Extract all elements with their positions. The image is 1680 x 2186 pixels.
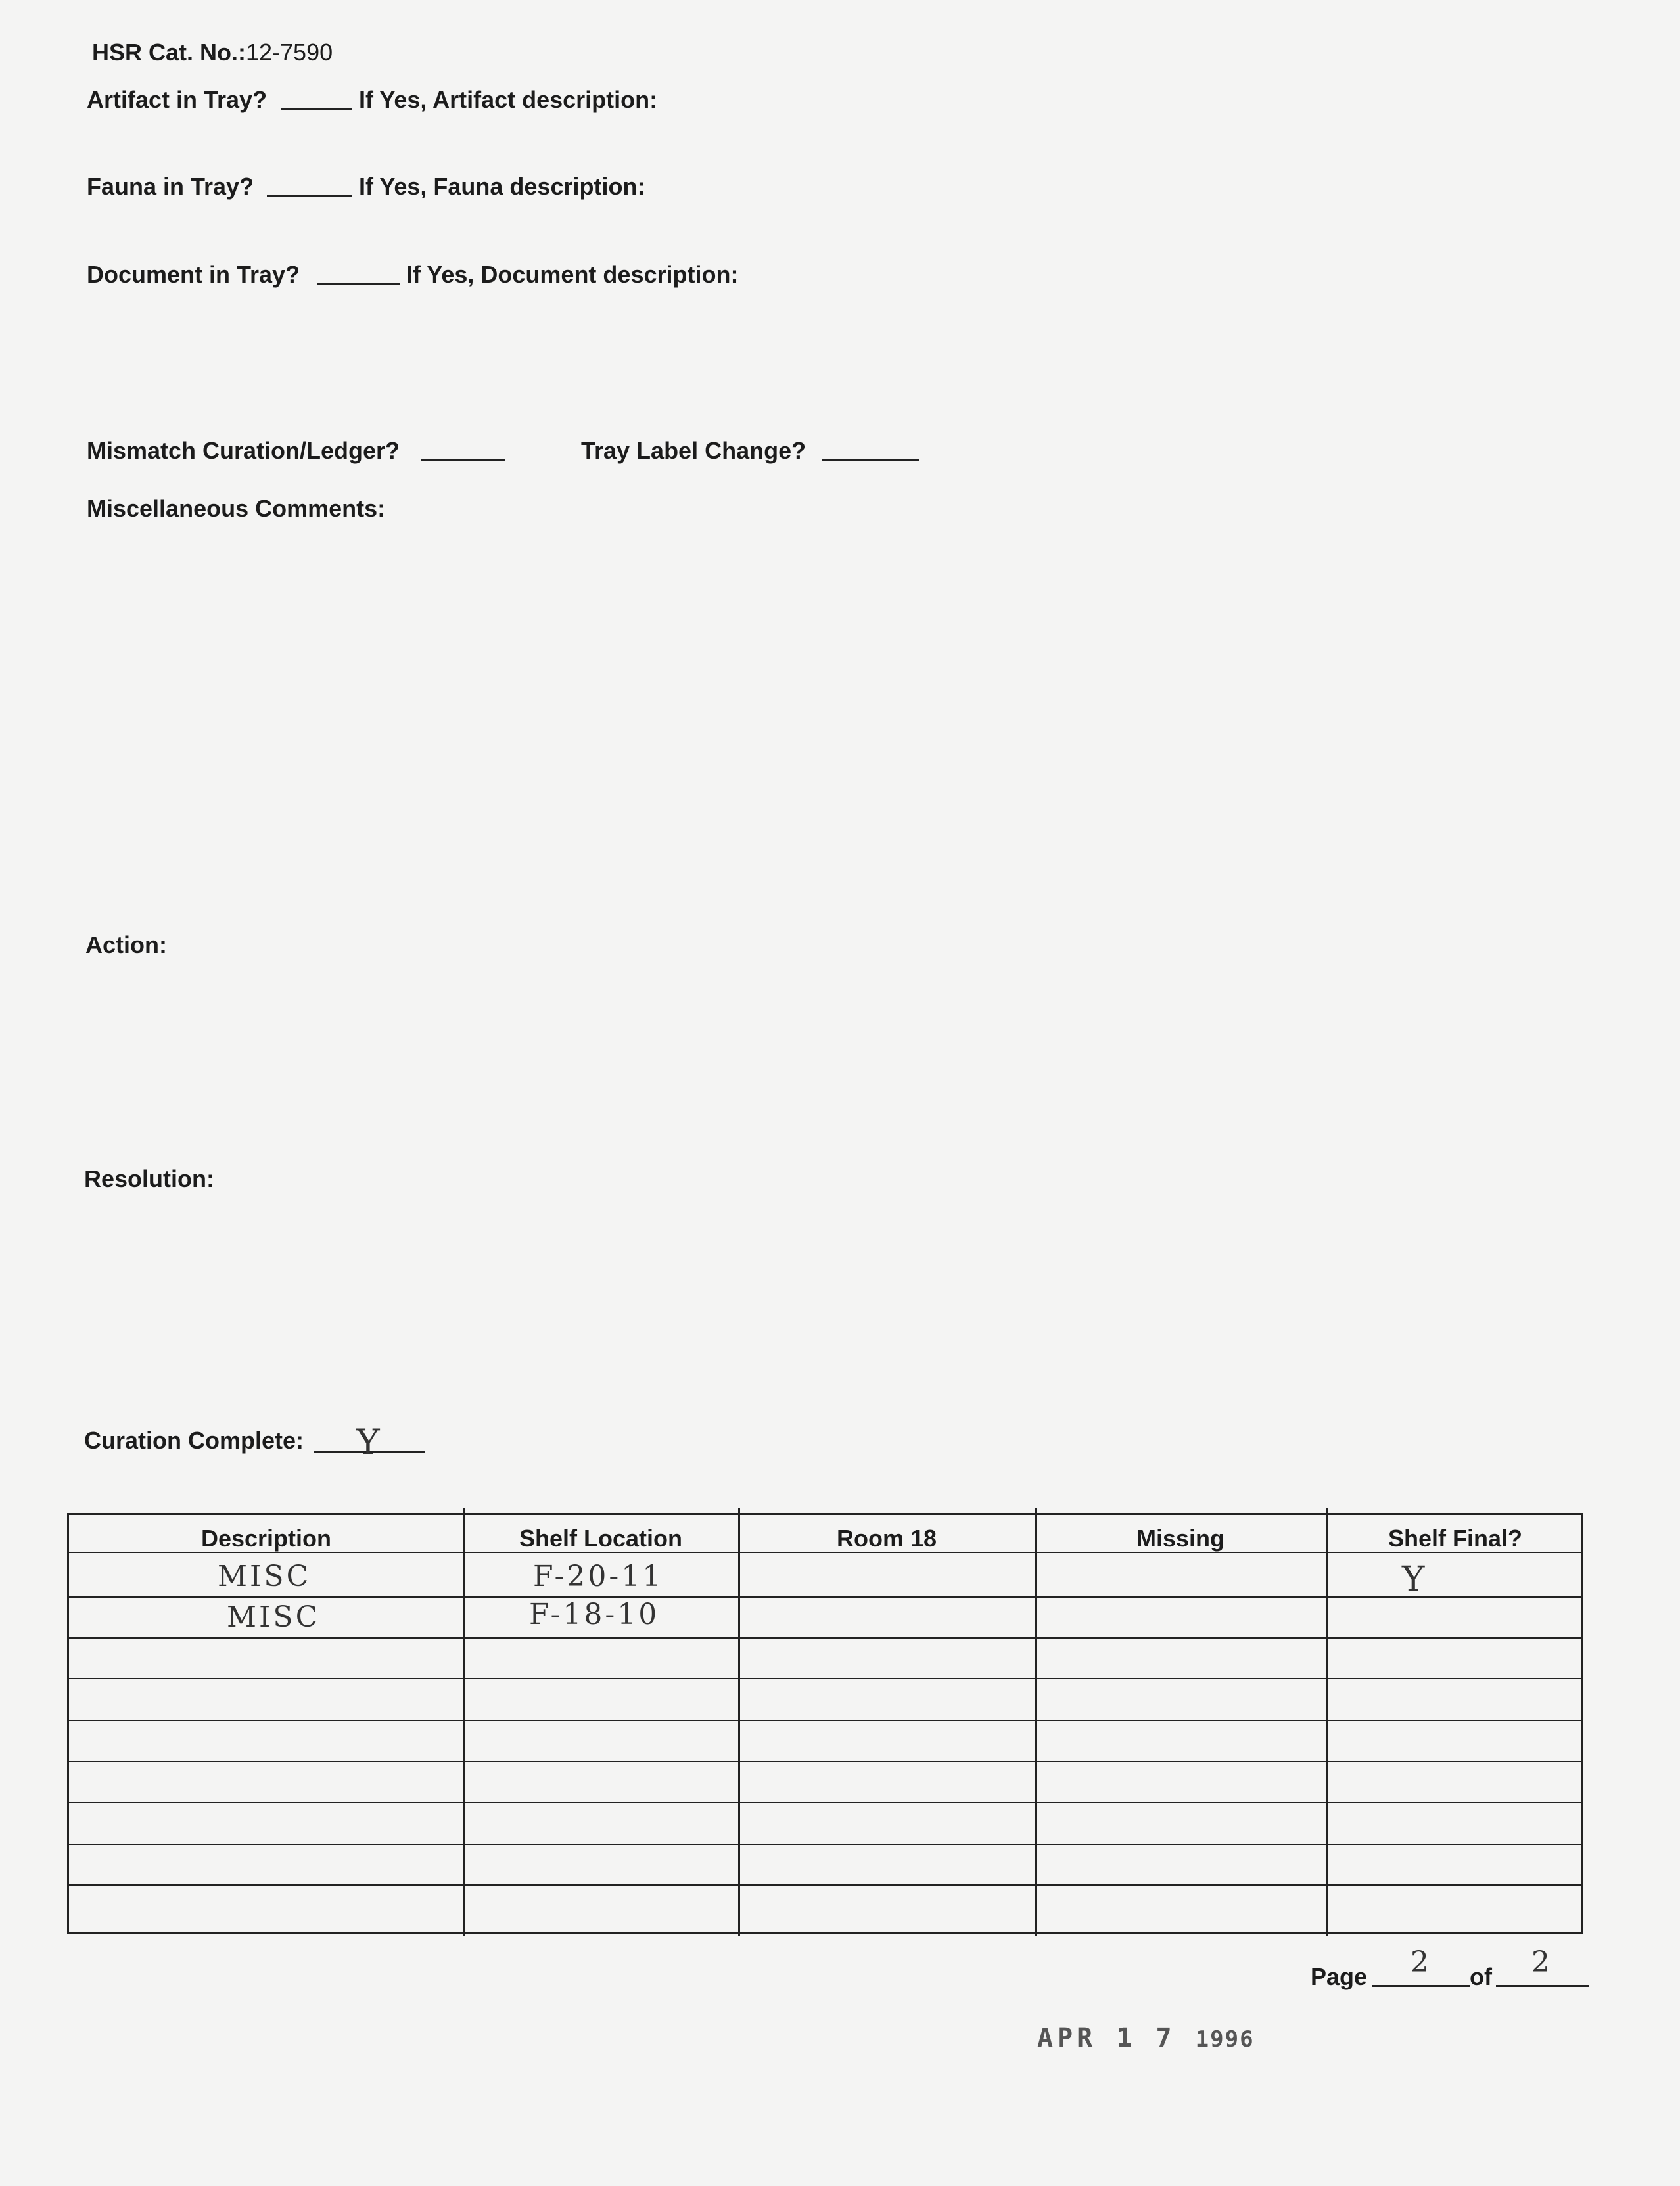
curation-complete-value: Y bbox=[356, 1422, 383, 1463]
received-date-stamp bbox=[1037, 2023, 1255, 2053]
catalog-label: HSR Cat. No.: bbox=[92, 39, 246, 66]
page-value: 2 bbox=[1411, 1945, 1432, 1979]
mismatch-label: Mismatch Curation/Ledger? bbox=[87, 437, 400, 464]
resolution-label: Resolution: bbox=[84, 1165, 214, 1192]
document-label: Document in Tray? bbox=[87, 261, 300, 288]
artifact-label: Artifact in Tray? bbox=[87, 86, 268, 113]
fauna-label: Fauna in Tray? bbox=[87, 173, 254, 200]
misc-comments-label: Miscellaneous Comments: bbox=[87, 495, 386, 522]
catalog-number bbox=[92, 41, 333, 64]
row-2-shelf-location: F-18-10 bbox=[529, 1598, 660, 1631]
page-label: Page bbox=[1311, 1963, 1368, 1990]
of-blank[interactable] bbox=[1496, 1985, 1589, 1987]
catalog-value: 12-7590 bbox=[246, 39, 333, 66]
stamp-year: 1996 bbox=[1195, 2026, 1255, 2053]
row-1-shelf-location: F-20-11 bbox=[533, 1560, 664, 1593]
fauna-blank[interactable] bbox=[267, 195, 352, 197]
page-blank[interactable] bbox=[1372, 1985, 1470, 1987]
row-1-shelf-final: Y bbox=[1402, 1560, 1428, 1599]
mismatch-blank[interactable] bbox=[421, 459, 505, 461]
curation-complete-label: Curation Complete: bbox=[84, 1427, 304, 1454]
artifact-blank[interactable] bbox=[281, 108, 352, 110]
column-header-description: Description bbox=[200, 1525, 332, 1552]
row-2-description: MISC bbox=[227, 1600, 321, 1634]
stamp-date: APR 1 7 bbox=[1037, 2023, 1176, 2053]
document-blank[interactable] bbox=[317, 283, 400, 285]
document-desc-label: If Yes, Document description: bbox=[406, 261, 739, 288]
of-label: of bbox=[1470, 1963, 1492, 1990]
fauna-desc-label: If Yes, Fauna description: bbox=[359, 173, 645, 200]
artifact-desc-label: If Yes, Artifact description: bbox=[359, 86, 658, 113]
row-1-description: MISC bbox=[218, 1560, 312, 1593]
tray-label-change-label: Tray Label Change? bbox=[581, 437, 806, 464]
column-header-shelf-location: Shelf Location bbox=[519, 1525, 682, 1552]
tray-label-change-blank[interactable] bbox=[822, 459, 919, 461]
column-header-shelf-final: Shelf Final? bbox=[1388, 1525, 1522, 1552]
curation-table bbox=[67, 1513, 1583, 1934]
column-header-missing: Missing bbox=[1136, 1525, 1225, 1552]
column-header-room-18: Room 18 bbox=[836, 1525, 937, 1552]
action-label: Action: bbox=[85, 931, 167, 958]
of-value: 2 bbox=[1531, 1945, 1552, 1979]
